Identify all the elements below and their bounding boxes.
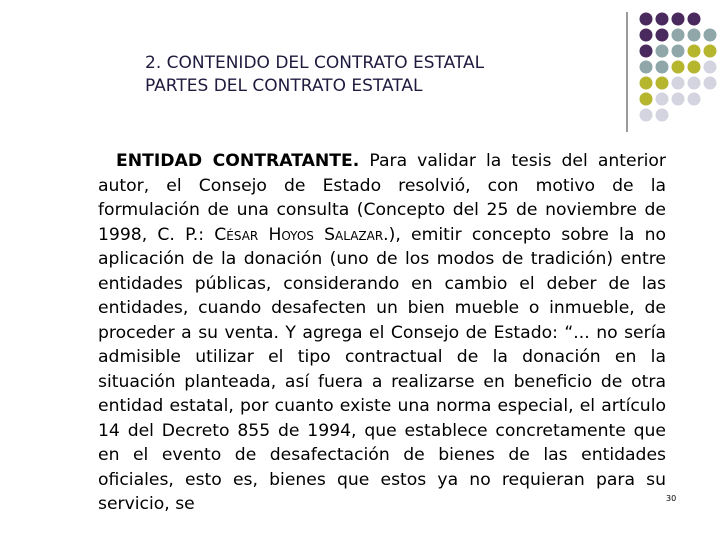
title-line-1: 2. CONTENIDO DEL CONTRATO ESTATAL xyxy=(145,53,485,73)
decorative-dot-grid xyxy=(638,12,720,132)
dot xyxy=(688,77,701,90)
dot xyxy=(640,13,653,26)
dot xyxy=(672,13,685,26)
dot xyxy=(656,109,669,122)
dot xyxy=(640,29,653,42)
dot xyxy=(656,29,669,42)
dot xyxy=(704,61,717,74)
dot xyxy=(640,109,653,122)
dot xyxy=(688,13,701,26)
dot xyxy=(672,93,685,106)
dot xyxy=(704,29,717,42)
dot xyxy=(704,45,717,58)
dot xyxy=(672,29,685,42)
lead-term: ENTIDAD CONTRATANTE. xyxy=(116,151,360,171)
dot xyxy=(656,77,669,90)
dot xyxy=(672,61,685,74)
dot xyxy=(704,77,717,90)
dot xyxy=(656,13,669,26)
dot xyxy=(688,45,701,58)
dot xyxy=(656,45,669,58)
title-line-2: PARTES DEL CONTRATO ESTATAL xyxy=(145,76,423,96)
body-text-part-2: ), emitir concepto sobre la no aplicación de la donación (uno de los modos de tradición) entre entidades públicas, considerando en cambio el deber de las entidades, cuando desafecten un bien mueble o inmueble, de proceder a su venta. Y agrega el Consejo de Estado: “... no sería admisible utilizar el tipo contractual de la donación en la situación planteada, así fuera a realizarse en beneficio de otra entidad estatal, por cuanto existe una norma especial, el artículo 14 del Decreto 855 de 1994, que establece concretamente que en el evento de desafectación de bienes de las entidades oficiales, esto es, bienes que estos ya no requieran para su servicio, se xyxy=(98,224,666,514)
page-number: 30 xyxy=(666,494,677,503)
dot xyxy=(656,61,669,74)
dot xyxy=(672,77,685,90)
author-name: César Hoyos Salazar. xyxy=(214,224,389,245)
decorative-divider xyxy=(626,12,628,132)
dot xyxy=(688,93,701,106)
dot xyxy=(672,45,685,58)
body-text-part-1: Para validar la tesis del anterior autor, el Consejo de Estado resolvió, con motivo de la formulación de una consulta (Concepto del 25 de noviembre de 1998, C. P.: xyxy=(98,151,667,245)
dot xyxy=(688,61,701,74)
dot xyxy=(640,61,653,74)
dot xyxy=(688,29,701,42)
dot xyxy=(640,77,653,90)
dot xyxy=(656,93,669,106)
slide-title xyxy=(145,52,615,98)
dot xyxy=(640,45,653,58)
body-paragraph xyxy=(98,149,666,517)
dot xyxy=(640,93,653,106)
